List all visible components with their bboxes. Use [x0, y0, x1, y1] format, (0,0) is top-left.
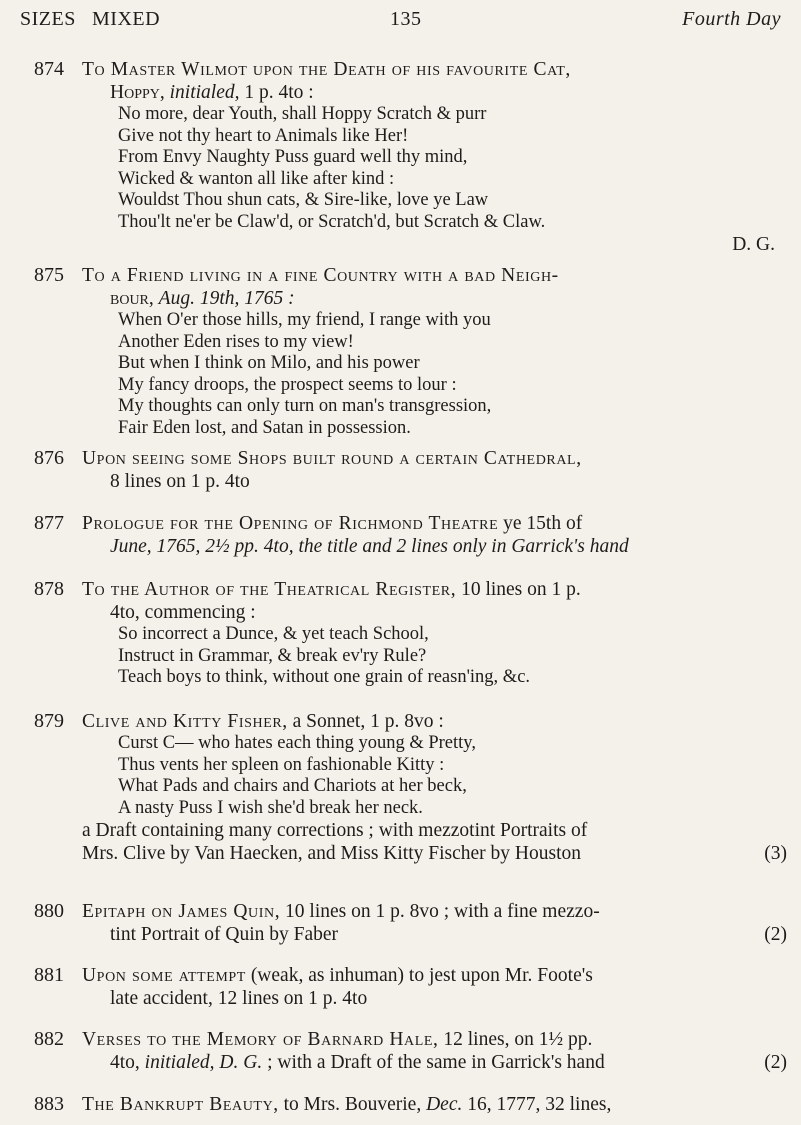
lot-format: late accident, 12 lines on 1 p. 4to: [110, 988, 368, 1009]
verse-line: When O'er those hills, my friend, I range with you: [118, 310, 491, 330]
verse-line: Another Eden rises to my view!: [118, 331, 354, 352]
verse-line: From Envy Naughty Puss guard well thy mind,: [118, 147, 468, 167]
lot-title: Clive and Kitty Fisher,: [82, 711, 288, 732]
lot-description: [82, 1028, 787, 1074]
lot-title: To Master Wilmot upon the Death of his favourite Cat,: [82, 59, 571, 80]
lot-number: 881: [34, 964, 64, 986]
lot-format: tint Portrait of Quin by Faber: [110, 924, 339, 945]
lot-description: [82, 58, 787, 256]
lot-number: 882: [34, 1028, 64, 1050]
verse-line: Wicked & wanton all like after kind :: [118, 168, 395, 189]
lot-note: a Draft containing many corrections ; with mezzotint Portraits of: [82, 820, 588, 841]
verse-line: Teach boys to think, without one grain of reasn'ing, &c.: [118, 667, 531, 687]
lot-number: 875: [34, 264, 64, 286]
lot-title-cont: bour,: [110, 288, 154, 309]
verse-line: My thoughts can only turn on man's transgression,: [118, 396, 492, 416]
verse-line: Give not thy heart to Animals like Her!: [118, 125, 409, 146]
lot-description: [82, 710, 787, 865]
verse-block: [82, 733, 787, 819]
lot-description: [82, 447, 787, 493]
verse-line: A nasty Puss I wish she'd break her neck.: [118, 797, 423, 818]
lot-number: 879: [34, 710, 64, 732]
verse-line: What Pads and chairs and Chariots at her beck,: [118, 776, 467, 796]
lot-number: 877: [34, 512, 64, 534]
header-mixed: MIXED: [92, 8, 161, 30]
lot-title-rest: to Mrs. Bouverie,: [278, 1094, 427, 1115]
verse-line: Thou'lt ne'er be Claw'd, or Scratch'd, but Scratch & Claw.: [118, 211, 546, 232]
verse-block: [82, 104, 787, 233]
verse-line: My fancy droops, the prospect seems to lour :: [118, 374, 457, 395]
lot-title-rest: a Sonnet, 1 p. 8vo :: [287, 711, 444, 732]
lot-note: ; with a Draft of the same in Garrick's hand: [262, 1052, 605, 1073]
lot-title: The Bankrupt Beauty,: [82, 1094, 279, 1115]
lot-title: Prologue for the Opening of Richmond Theatre: [82, 513, 499, 534]
lot-initialed: initialed,: [169, 82, 240, 103]
verse-block: [82, 310, 787, 439]
page-number: 135: [390, 8, 422, 30]
verse-line: Fair Eden lost, and Satan in possession.: [118, 417, 411, 438]
header-day: Fourth Day: [682, 8, 781, 30]
lot-description: [82, 964, 787, 1010]
verse-line: No more, dear Youth, shall Hoppy Scratch & purr: [118, 104, 487, 124]
verse-block: [82, 624, 787, 689]
lot-note-cont: Mrs. Clive by Van Haecken, and Miss Kitty Fischer by Houston: [82, 843, 582, 864]
lot-number: 876: [34, 447, 64, 469]
lot-format: June, 1765, 2½ pp. 4to, the title and 2 lines only in Garrick's hand: [110, 536, 629, 557]
lot-format: 4to,: [110, 1052, 145, 1073]
lot-date-rest: 16, 1777, 32 lines,: [462, 1094, 612, 1115]
lot-format: 4to, commencing :: [110, 602, 256, 623]
lot-format: 1 p. 4to :: [239, 82, 314, 103]
lot-description: [82, 512, 787, 558]
lot-title-rest: (weak, as inhuman) to jest upon Mr. Foote's: [245, 965, 593, 986]
verse-line: But when I think on Milo, and his power: [118, 353, 420, 373]
lot-number: 880: [34, 900, 64, 922]
lot-description: [82, 900, 787, 946]
lot-title: Verses to the Memory of Barnard Hale,: [82, 1029, 439, 1050]
verse-line: So incorrect a Dunce, & yet teach School,: [118, 624, 429, 644]
verse-line: Thus vents her spleen on fashionable Kitty :: [118, 754, 445, 775]
verse-line: Wouldst Thou shun cats, & Sire-like, love ye Law: [118, 190, 489, 210]
signature-initials: D. G.: [732, 234, 775, 255]
lot-title-rest: 12 lines, on 1½ pp.: [438, 1029, 593, 1050]
verse-line: Instruct in Grammar, & break ev'ry Rule?: [118, 645, 427, 666]
lot-title: Upon some attempt: [82, 965, 246, 986]
lot-title: Epitaph on James Quin,: [82, 901, 281, 922]
item-count: (3): [764, 843, 787, 864]
header-sizes: SIZES: [20, 8, 76, 30]
lot-title-rest: 10 lines on 1 p. 8vo ; with a fine mezzo-: [280, 901, 600, 922]
item-count: (2): [764, 924, 787, 945]
page-header: [20, 8, 781, 38]
lot-number: 878: [34, 578, 64, 600]
lot-description: [82, 578, 787, 689]
lot-number: 874: [34, 58, 64, 80]
lot-title-rest: ye 15th of: [498, 513, 583, 534]
lot-title: To a Friend living in a fine Country with a bad Neigh-: [82, 265, 559, 286]
lot-title-rest: 10 lines on 1 p.: [456, 579, 581, 600]
lot-initialed: initialed, D. G.: [144, 1052, 263, 1073]
lot-description: [82, 264, 787, 439]
lot-title: To the Author of the Theatrical Register,: [82, 579, 457, 600]
lot-title: Upon seeing some Shops built round a certain Cathedral,: [82, 448, 582, 469]
verse-line: Curst C— who hates each thing young & Pretty,: [118, 733, 476, 753]
lot-number: 883: [34, 1093, 64, 1115]
lot-date: Aug. 19th, 1765 :: [158, 288, 295, 309]
lot-description: [82, 1093, 787, 1116]
item-count: (2): [764, 1052, 787, 1073]
lot-title-cont: Hoppy,: [110, 82, 165, 103]
lot-date: Dec.: [426, 1094, 463, 1115]
lot-format: 8 lines on 1 p. 4to: [110, 471, 250, 492]
